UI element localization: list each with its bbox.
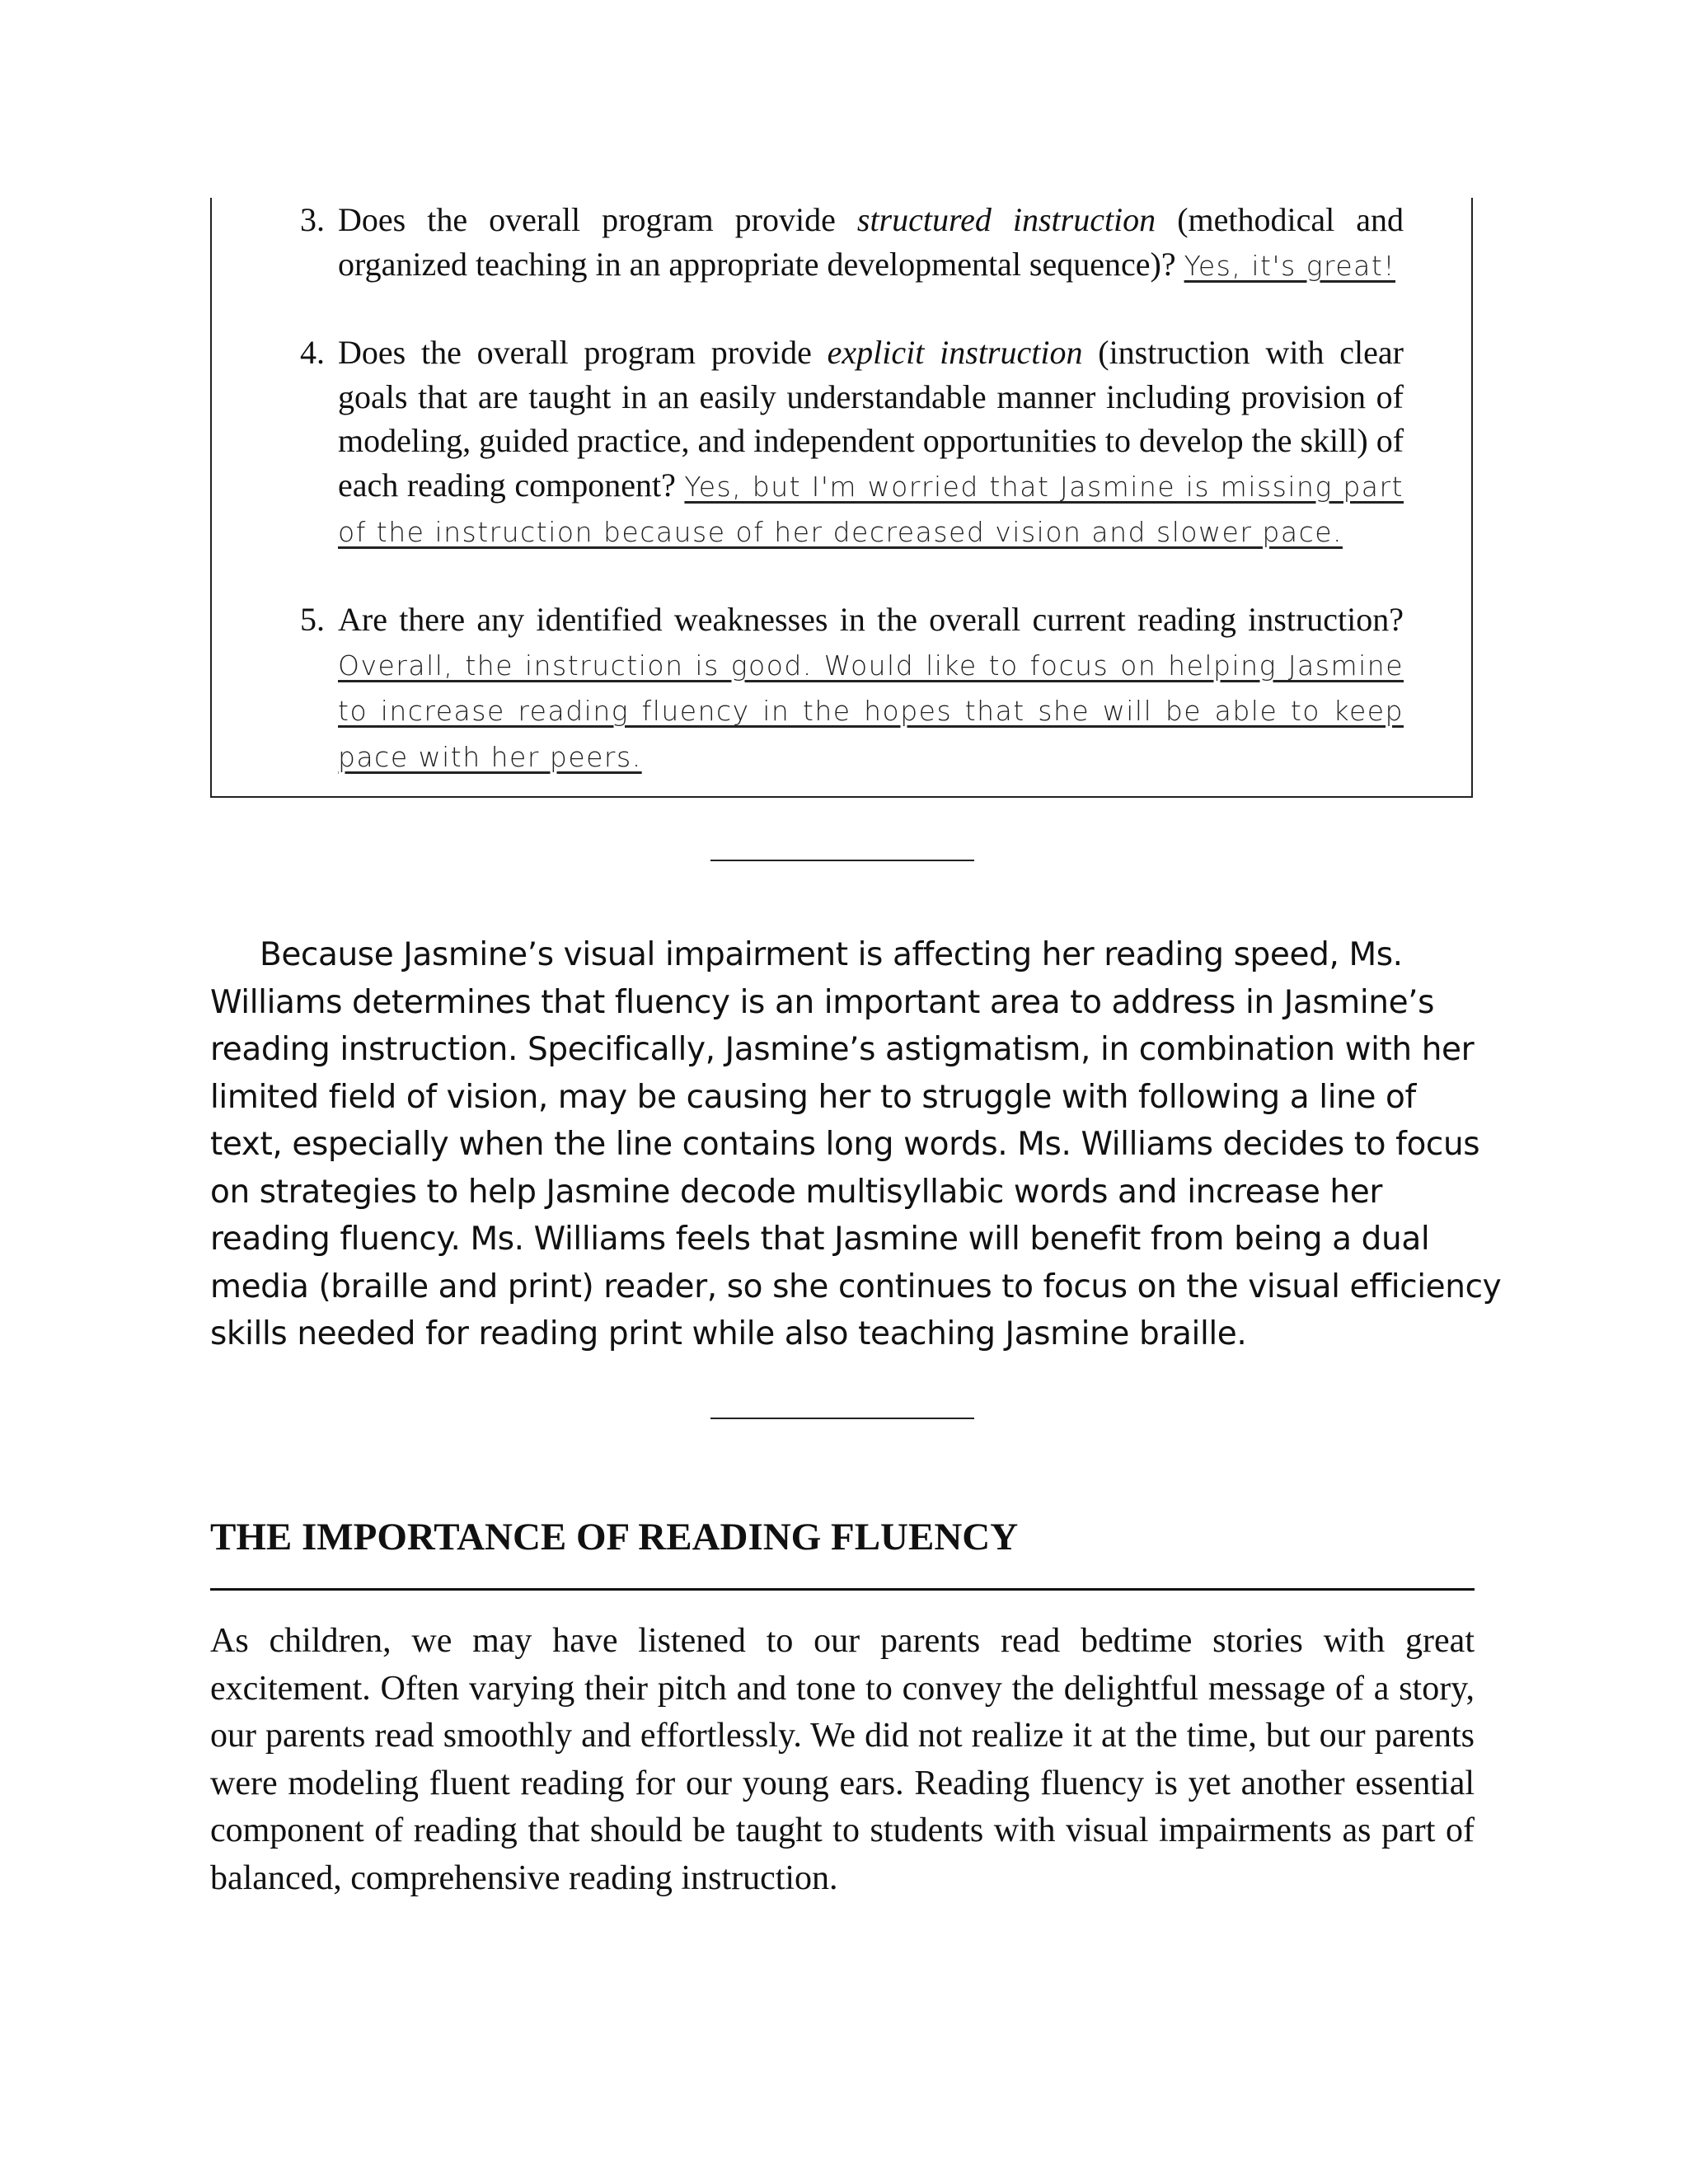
question-text-cont: (methodical and organized teaching in an appropriate developmental sequence)? <box>338 201 1404 283</box>
question-3 <box>300 198 1404 288</box>
narrative-line: media (braille and print) reader, so she continues to focus on the visual efficiency <box>210 1268 1502 1305</box>
handwritten-answer: Yes, but I'm worried that Jasmine is missing part of the instruction because of her decreased vision and slower pace. <box>338 470 1404 548</box>
narrative-line: Because Jasmine’s visual impairment is affecting her reading speed, Ms. <box>210 936 1403 973</box>
question-text: Does the overall program provide <box>338 334 828 371</box>
handwritten-answer: Yes, it's great! <box>1184 249 1396 282</box>
question-number: 4. <box>300 334 325 371</box>
separator-rule <box>710 1418 974 1419</box>
narrative-line: skills needed for reading print while also teaching Jasmine braille. <box>210 1315 1247 1352</box>
question-number: 3. <box>300 201 325 238</box>
question-emphasis: explicit instruction <box>827 334 1083 371</box>
separator-rule <box>710 860 974 861</box>
handwritten-answer: Overall, the instruction is good. Would like to focus on helping Jasmine to increase reading fluency in the hopes that she will be able to keep pace with her peers. <box>338 649 1404 773</box>
question-text-cont: (instruction with clear goals that are taught in an easily understandable manner including provision of modeling, guided practice, and independent opportunities to develop the skill) of each reading component? <box>338 334 1404 504</box>
narrative-line: limited field of vision, may be causing her to struggle with following a line of <box>210 1078 1416 1116</box>
question-emphasis: structured instruction <box>856 201 1156 238</box>
narrative-line: on strategies to help Jasmine decode multisyllabic words and increase her <box>210 1173 1382 1211</box>
narrative-paragraph <box>210 931 1502 1358</box>
question-4 <box>300 330 1404 555</box>
heading-rule <box>210 1588 1475 1591</box>
question-text: Does the overall program provide <box>338 201 857 238</box>
question-text: Are there any identified weaknesses in the overall current reading instruction? <box>338 601 1404 638</box>
narrative-line: Williams determines that fluency is an important area to address in Jasmine’s <box>210 983 1435 1021</box>
question-5 <box>300 598 1404 779</box>
section-body: As children, we may have listened to our parents read bedtime stories with great excitement. Often varying their pitch and tone to convey the delightful message of a story, our parents read smoothly and effortlessly. We did not realize it at the time, but our parents were modeling fluent reading for our young ears. Reading fluency is yet another essential component of reading that should be taught to students with visual impairments as part of balanced, comprehensive reading instruction. <box>210 1622 1475 1897</box>
narrative-line: reading instruction. Specifically, Jasmine’s astigmatism, in combination with her <box>210 1031 1475 1068</box>
narrative-line: text, especially when the line contains long words. Ms. Williams decides to focus <box>210 1126 1480 1163</box>
narrative-line: reading fluency. Ms. Williams feels that Jasmine will benefit from being a dual <box>210 1221 1430 1258</box>
question-number: 5. <box>300 601 325 638</box>
section-heading: THE IMPORTANCE OF READING FLUENCY <box>210 1516 1019 1558</box>
